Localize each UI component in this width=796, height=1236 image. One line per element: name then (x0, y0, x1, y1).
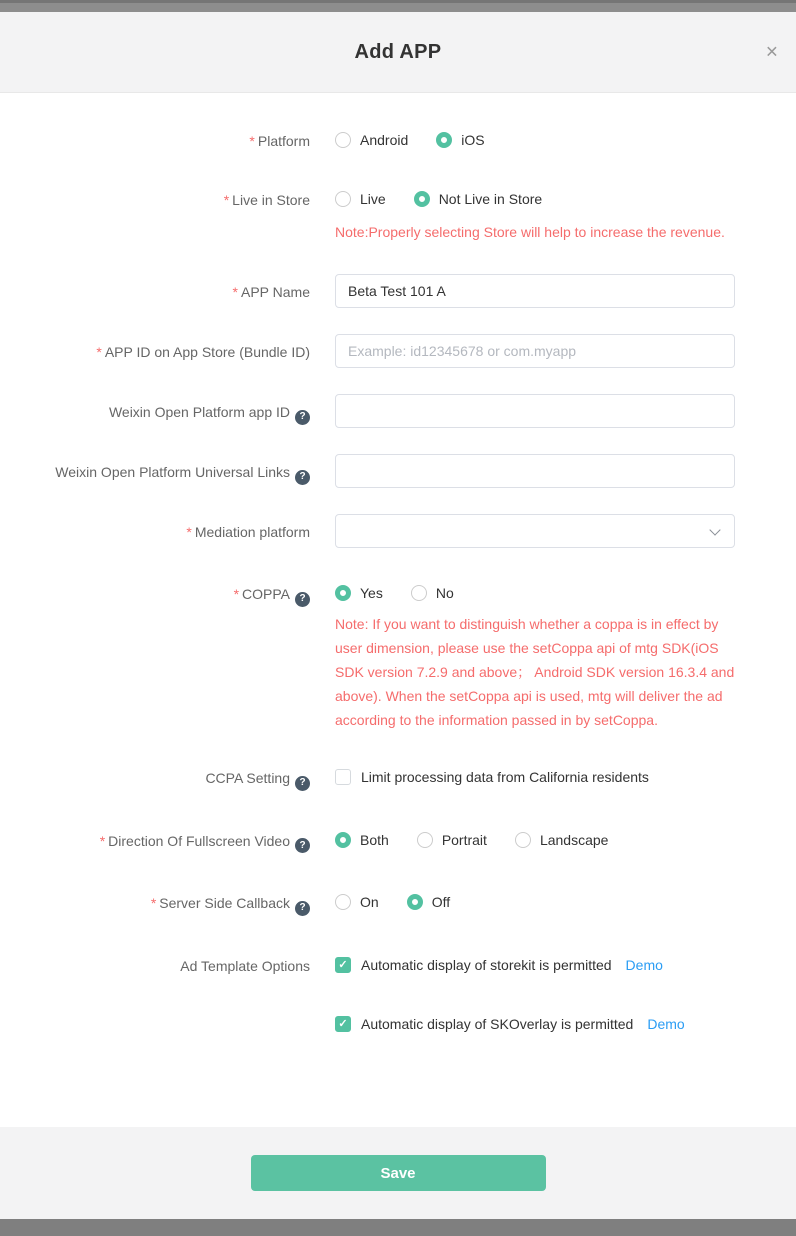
server-side-callback-label: * Server Side Callback ? (0, 893, 310, 916)
radio-circle-icon (335, 132, 351, 148)
required-asterisk: * (150, 895, 157, 911)
radio-circle-icon (335, 894, 351, 910)
form-row-ccpa (0, 768, 796, 791)
add-app-form (0, 93, 796, 1127)
modal-title: Add APP (354, 40, 442, 63)
storekit-demo-link[interactable]: Demo (625, 956, 663, 973)
app-name-label: * APP Name (232, 284, 310, 300)
platform-label: * Platform (249, 133, 310, 149)
ccpa-label: CCPA Setting ? (0, 768, 310, 791)
live-in-store-note: Note:Properly selecting Store will help to increase the revenue. (335, 224, 725, 240)
radio-circle-icon (411, 585, 427, 601)
form-row-mediation-platform (0, 514, 796, 548)
required-asterisk: * (223, 192, 230, 208)
close-icon[interactable]: × (765, 40, 778, 64)
radio-circle-icon (414, 191, 430, 207)
backdrop-bottom (0, 1219, 796, 1236)
mediation-platform-select[interactable] (335, 514, 735, 548)
coppa-label: * COPPA ? (0, 584, 310, 732)
form-row-ad-template-storekit (0, 956, 796, 975)
required-asterisk: * (99, 832, 106, 849)
form-row-ad-template-skoverlay (0, 1015, 796, 1033)
storekit-checkbox[interactable]: ✓ (335, 957, 351, 973)
help-icon[interactable]: ? (295, 901, 310, 916)
weixin-universal-links-input[interactable] (335, 454, 735, 488)
radio-callback-on[interactable]: On (335, 893, 379, 911)
help-icon[interactable]: ? (295, 470, 310, 485)
ccpa-checkbox[interactable] (335, 769, 351, 785)
radio-circle-icon (436, 132, 452, 148)
required-asterisk: * (233, 586, 240, 602)
coppa-note: Note: If you want to distinguish whether a coppa is in effect by user dimension, please use the setCoppa api of mtg SDK(iOS SDK version 7.2.9 and above； Android SDK version 16.3.4 and above). When the setCoppa api is used, mtg will deliver the ad according to the information passed in by setCoppa. (335, 616, 735, 728)
ad-template-options-label: Ad Template Options (180, 957, 310, 974)
form-row-app-id (0, 334, 796, 368)
form-row-weixin-universal-links (0, 454, 796, 488)
radio-direction-landscape[interactable]: Landscape (515, 831, 609, 849)
direction-label: * Direction Of Fullscreen Video ? (0, 831, 310, 854)
backdrop-top (0, 0, 796, 12)
form-row-live-in-store (0, 190, 796, 244)
form-row-server-side-callback (0, 893, 796, 916)
app-id-label: * APP ID on App Store (Bundle ID) (96, 344, 310, 360)
radio-circle-icon (515, 832, 531, 848)
form-row-coppa (0, 584, 796, 732)
save-button[interactable]: Save (251, 1155, 546, 1191)
radio-direction-portrait[interactable]: Portrait (417, 831, 487, 849)
required-asterisk: * (249, 133, 255, 149)
radio-coppa-yes[interactable]: Yes (335, 584, 383, 602)
radio-circle-icon (335, 832, 351, 848)
form-row-weixin-app-id (0, 394, 796, 428)
radio-circle-icon (335, 191, 351, 207)
live-in-store-label: * Live in Store (223, 192, 310, 208)
help-icon[interactable]: ? (295, 776, 310, 791)
modal-header (0, 12, 796, 93)
mediation-platform-label: * Mediation platform (186, 524, 310, 540)
skoverlay-demo-link[interactable]: Demo (647, 1015, 685, 1032)
ccpa-checkbox-row: Limit processing data from California residents (335, 768, 796, 786)
weixin-app-id-input[interactable] (335, 394, 735, 428)
required-asterisk: * (96, 344, 102, 360)
radio-direction-both[interactable]: Both (335, 831, 389, 849)
chevron-down-icon (709, 524, 720, 535)
help-icon[interactable]: ? (295, 838, 310, 853)
radio-coppa-no[interactable]: No (411, 584, 454, 602)
radio-callback-off[interactable]: Off (407, 893, 450, 911)
required-asterisk: * (232, 284, 238, 300)
weixin-app-id-label: Weixin Open Platform app ID ? (0, 394, 310, 428)
weixin-universal-links-label: Weixin Open Platform Universal Links ? (0, 454, 310, 488)
app-name-input[interactable] (335, 274, 735, 308)
help-icon[interactable]: ? (295, 410, 310, 425)
skoverlay-checkbox[interactable]: ✓ (335, 1016, 351, 1032)
radio-not-live-in-store[interactable]: Not Live in Store (414, 190, 543, 208)
radio-circle-icon (335, 585, 351, 601)
skoverlay-checkbox-row: ✓ Automatic display of SKOverlay is permitted Demo (335, 1015, 796, 1033)
modal-footer (0, 1127, 796, 1219)
required-asterisk: * (186, 524, 192, 540)
radio-circle-icon (407, 894, 423, 910)
form-row-direction (0, 831, 796, 854)
radio-android[interactable]: Android (335, 131, 408, 149)
help-icon[interactable]: ? (295, 592, 310, 607)
radio-ios[interactable]: iOS (436, 131, 484, 149)
radio-circle-icon (417, 832, 433, 848)
radio-live[interactable]: Live (335, 190, 386, 208)
storekit-checkbox-row: ✓ Automatic display of storekit is permitted Demo (335, 956, 796, 974)
app-id-input[interactable] (335, 334, 735, 368)
form-row-platform (0, 131, 796, 150)
form-row-app-name (0, 274, 796, 308)
